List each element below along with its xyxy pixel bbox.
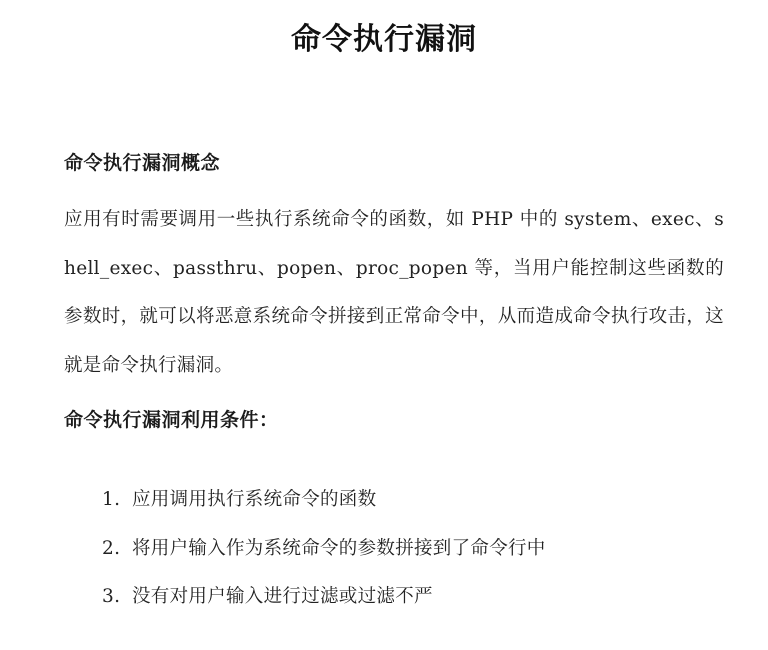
list-item [102,573,546,622]
list-item-text: 将用户输入作为系统命令的参数拼接到了命令行中 [132,537,546,559]
list-item-number: 3. [102,586,121,607]
conditions-list [102,476,546,622]
concept-heading: 命令执行漏洞概念 [64,152,221,174]
conditions-heading: 命令执行漏洞利用条件： [64,409,279,431]
list-item [102,525,546,574]
list-item-text: 没有对用户输入进行过滤或过滤不严 [132,586,433,607]
page-title: 命令执行漏洞 [291,22,477,57]
list-item-number: 2. [102,537,121,559]
list-item-number: 1. [102,489,121,510]
concept-paragraph: 应用有时需要调用一些执行系统命令的函数，如 PHP 中的 system、exec、shell_exec、passthru、popen、proc_popen 等，当用户能控制这些函数的参数时，就可以将恶意系统命令拼接到正常命令中，从而造成命令执行攻击，这就是命令执行漏洞。 [64,209,724,376]
list-item [102,476,546,525]
list-item-text: 应用调用执行系统命令的函数 [132,489,377,510]
